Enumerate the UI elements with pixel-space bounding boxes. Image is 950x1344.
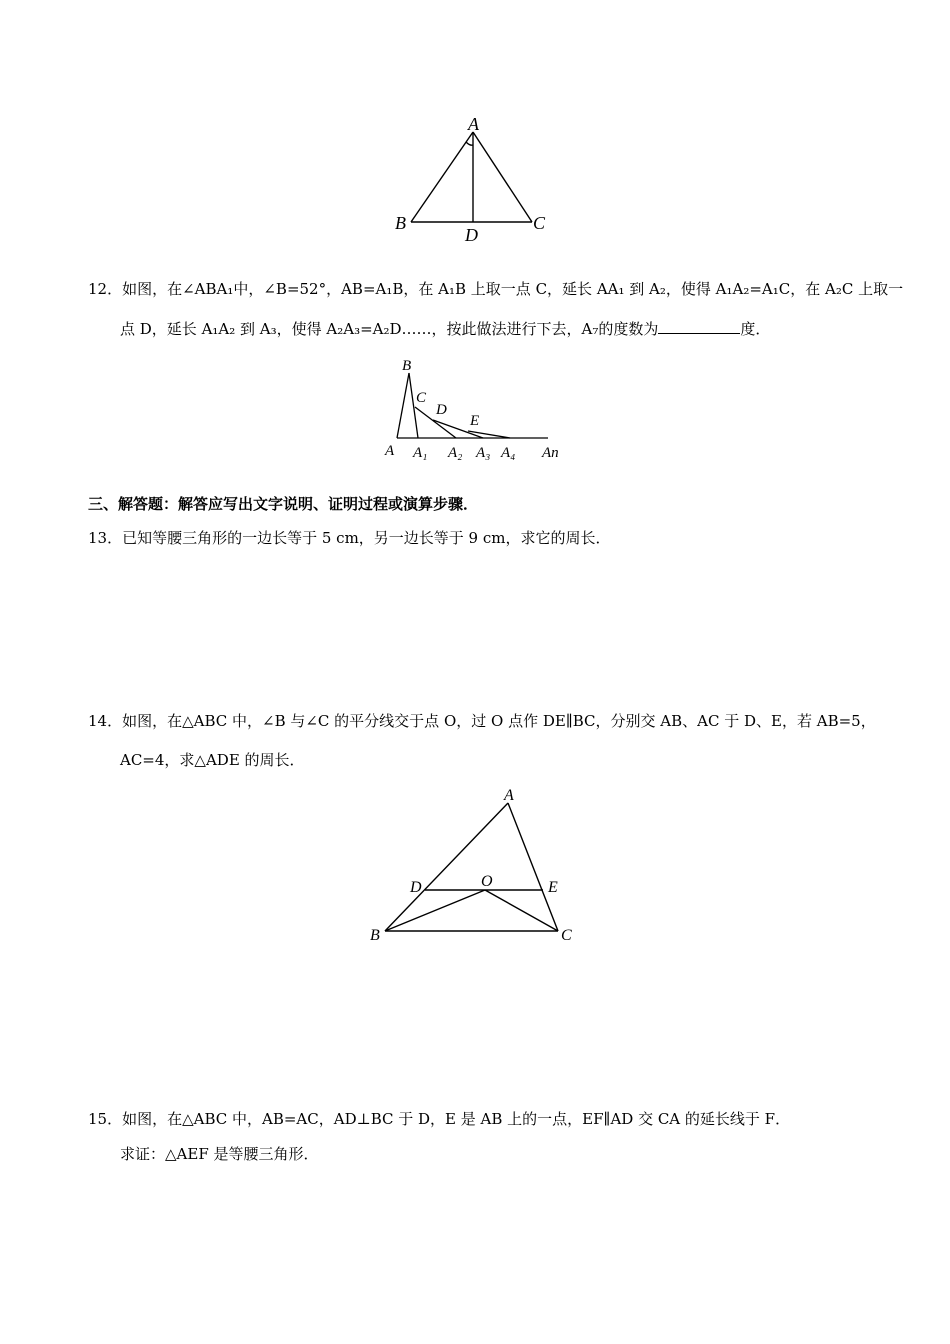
- figure-triangle-parallel-de: [368, 783, 583, 948]
- label-a2: A₂: [448, 445, 463, 461]
- label-d: D: [465, 225, 478, 245]
- label-b: B: [402, 358, 412, 374]
- label-an: An: [542, 445, 559, 461]
- answer-blank[interactable]: [658, 317, 740, 334]
- label-a: A: [504, 787, 514, 804]
- label-c: C: [416, 390, 427, 406]
- label-b: B: [395, 213, 406, 233]
- q12-line2: [120, 317, 770, 340]
- figure-chain-triangles: [380, 355, 580, 465]
- q12-line1: 12．如图，在∠ABA₁中，∠B=52°，AB=A₁B，在 A₁B 上取一点 C，延长 AA₁ 到 A₂，使得 A₁A₂=A₁C，在 A₂C 上取一: [88, 280, 904, 298]
- q12-line2-text: 点 D，延长 A₁A₂ 到 A₃，使得 A₂A₃=A₂D……，按此做法进行下去，A₇的度数为: [120, 320, 659, 338]
- q12-unit: 度．: [740, 320, 771, 338]
- label-a4: A₄: [501, 445, 516, 461]
- label-e: E: [470, 413, 480, 429]
- section-heading: 三、解答题：解答应写出文字说明、证明过程或演算步骤．: [88, 495, 479, 513]
- label-e: E: [548, 879, 558, 896]
- label-d: D: [436, 402, 447, 418]
- label-a1: A₁: [413, 445, 428, 461]
- label-b: B: [370, 927, 380, 944]
- label-a: A: [468, 114, 479, 134]
- q14-line2: AC=4，求△ADE 的周长．: [120, 751, 305, 769]
- label-o: O: [481, 873, 493, 890]
- q15-line2: 求证：△AEF 是等腰三角形．: [120, 1145, 319, 1163]
- label-a: A: [385, 443, 395, 459]
- figure-triangle-abc-altitude: [380, 110, 570, 250]
- label-d: D: [410, 879, 422, 896]
- label-c: C: [561, 927, 572, 944]
- label-a3: A₃: [476, 445, 491, 461]
- q13-text: 13．已知等腰三角形的一边长等于 5 cm，另一边长等于 9 cm，求它的周长．: [88, 529, 611, 547]
- label-c: C: [533, 213, 546, 233]
- q14-line1: 14．如图，在△ABC 中，∠B 与∠C 的平分线交于点 O，过 O 点作 DE∥BC，分别交 AB、AC 于 D、E，若 AB=5，: [88, 712, 876, 730]
- q15-line1: 15．如图，在△ABC 中，AB=AC，AD⊥BC 于 D，E 是 AB 上的一点，EF∥AD 交 CA 的延长线于 F．: [88, 1110, 791, 1128]
